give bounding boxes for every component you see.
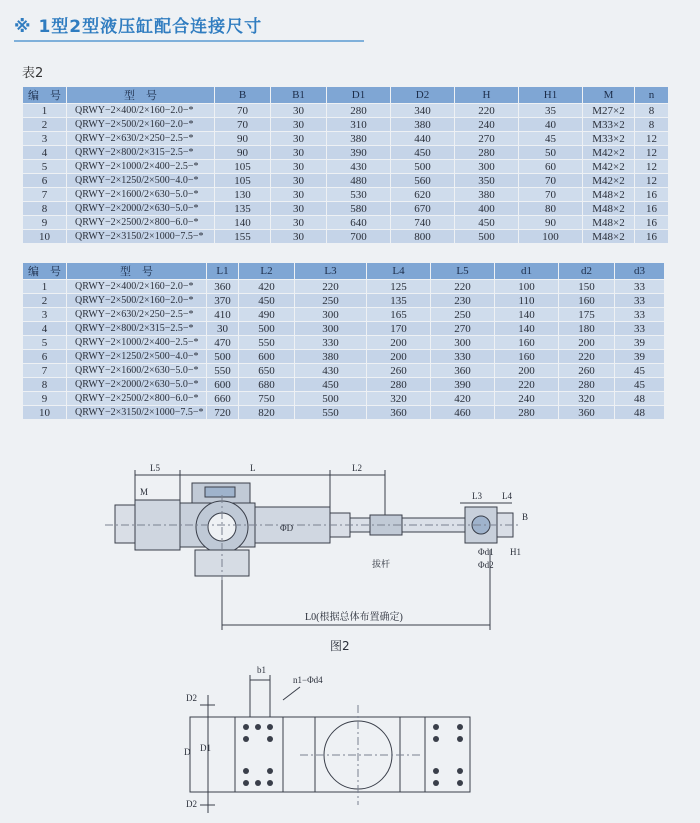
table-cell: 45 bbox=[615, 364, 665, 378]
column-header: L2 bbox=[239, 263, 295, 280]
table-cell: 16 bbox=[635, 188, 669, 202]
label-d2: Φd2 bbox=[478, 560, 494, 570]
table-cell: 12 bbox=[635, 146, 669, 160]
table-row bbox=[23, 378, 665, 392]
table-cell: 2 bbox=[23, 118, 67, 132]
table-cell: M42×2 bbox=[583, 160, 635, 174]
table-cell: 320 bbox=[559, 392, 615, 406]
table-row bbox=[23, 364, 665, 378]
figure-caption: 图2 bbox=[330, 639, 350, 653]
spec-table-2 bbox=[22, 262, 665, 420]
table-cell: 550 bbox=[295, 406, 367, 420]
table-row bbox=[23, 336, 665, 350]
model-cell: QRWY−2×1600/2×630−5.0−* bbox=[67, 188, 215, 202]
model-cell: QRWY−2×400/2×160−2.0−* bbox=[67, 104, 215, 118]
table-cell: 390 bbox=[431, 378, 495, 392]
table-cell: 370 bbox=[207, 294, 239, 308]
table-cell: 12 bbox=[635, 132, 669, 146]
table-cell: 240 bbox=[495, 392, 559, 406]
column-header: 型 号 bbox=[67, 263, 207, 280]
table-cell: 130 bbox=[215, 188, 271, 202]
table-cell: 35 bbox=[519, 104, 583, 118]
table-cell: 33 bbox=[615, 294, 665, 308]
table-cell: 410 bbox=[207, 308, 239, 322]
table-cell: 100 bbox=[519, 230, 583, 244]
table-cell: 620 bbox=[391, 188, 455, 202]
table-cell: 30 bbox=[271, 104, 327, 118]
table-cell: 670 bbox=[391, 202, 455, 216]
table-cell: 110 bbox=[495, 294, 559, 308]
table-cell: 155 bbox=[215, 230, 271, 244]
table-cell: 490 bbox=[239, 308, 295, 322]
table-cell: 600 bbox=[207, 378, 239, 392]
table-cell: 220 bbox=[431, 280, 495, 294]
table-cell: M42×2 bbox=[583, 174, 635, 188]
table-cell: 100 bbox=[495, 280, 559, 294]
model-cell: QRWY−2×500/2×160−2.0−* bbox=[67, 118, 215, 132]
table-row bbox=[23, 104, 669, 118]
table-cell: 135 bbox=[367, 294, 431, 308]
column-header: B1 bbox=[271, 87, 327, 104]
table-cell: 7 bbox=[23, 364, 67, 378]
cylinder-drawing bbox=[0, 455, 700, 823]
model-cell: QRWY−2×400/2×160−2.0−* bbox=[67, 280, 207, 294]
table-cell: 150 bbox=[559, 280, 615, 294]
table-cell: M48×2 bbox=[583, 230, 635, 244]
table-cell: 165 bbox=[367, 308, 431, 322]
table-cell: 500 bbox=[239, 322, 295, 336]
model-cell: QRWY−2×800/2×315−2.5−* bbox=[67, 146, 215, 160]
table-label: 表2 bbox=[22, 66, 44, 81]
table-cell: 90 bbox=[215, 132, 271, 146]
column-header: d3 bbox=[615, 263, 665, 280]
label-d2-bottom: D2 bbox=[186, 799, 197, 809]
table-cell: 220 bbox=[455, 104, 519, 118]
table-cell: 310 bbox=[327, 118, 391, 132]
table-cell: 80 bbox=[519, 202, 583, 216]
model-cell: QRWY−2×630/2×250−2.5−* bbox=[67, 132, 215, 146]
label-l0: L0(根据总体布置确定) bbox=[305, 612, 403, 623]
table-cell: 450 bbox=[455, 216, 519, 230]
model-cell: QRWY−2×1250/2×500−4.0−* bbox=[67, 350, 207, 364]
table-cell: 10 bbox=[23, 230, 67, 244]
table-cell: 430 bbox=[295, 364, 367, 378]
table-cell: 350 bbox=[455, 174, 519, 188]
table-cell: 2 bbox=[23, 294, 67, 308]
table-cell: 30 bbox=[271, 216, 327, 230]
table-cell: 175 bbox=[559, 308, 615, 322]
table-cell: 12 bbox=[635, 174, 669, 188]
table-cell: 160 bbox=[495, 336, 559, 350]
table-cell: 30 bbox=[271, 146, 327, 160]
table-cell: 230 bbox=[431, 294, 495, 308]
model-cell: QRWY−2×3150/2×1000−7.5−* bbox=[67, 230, 215, 244]
table-cell: 330 bbox=[431, 350, 495, 364]
table-cell: 260 bbox=[559, 364, 615, 378]
table-cell: 240 bbox=[455, 118, 519, 132]
model-cell: QRWY−2×2000/2×630−5.0−* bbox=[67, 378, 207, 392]
label-n1d4: n1−Φd4 bbox=[293, 675, 323, 685]
table-cell: 16 bbox=[635, 216, 669, 230]
page-title: ※ 1型2型液压缸配合连接尺寸 bbox=[14, 17, 263, 37]
table-cell: 39 bbox=[615, 336, 665, 350]
table-cell: 720 bbox=[207, 406, 239, 420]
table-cell: 3 bbox=[23, 308, 67, 322]
table-cell: 480 bbox=[327, 174, 391, 188]
table-cell: 360 bbox=[367, 406, 431, 420]
model-cell: QRWY−2×1250/2×500−4.0−* bbox=[67, 174, 215, 188]
column-header: L4 bbox=[367, 263, 431, 280]
label-l2: L2 bbox=[352, 463, 362, 473]
table-cell: 280 bbox=[367, 378, 431, 392]
table-cell: 360 bbox=[207, 280, 239, 294]
table-cell: 200 bbox=[495, 364, 559, 378]
table-cell: 6 bbox=[23, 350, 67, 364]
table-cell: 500 bbox=[391, 160, 455, 174]
table-cell: 170 bbox=[367, 322, 431, 336]
table-cell: 10 bbox=[23, 406, 67, 420]
table-cell: 8 bbox=[635, 118, 669, 132]
table-cell: 70 bbox=[215, 104, 271, 118]
table-cell: 500 bbox=[455, 230, 519, 244]
table-cell: 330 bbox=[295, 336, 367, 350]
table-cell: 105 bbox=[215, 174, 271, 188]
table-cell: 450 bbox=[239, 294, 295, 308]
table-cell: 12 bbox=[635, 160, 669, 174]
table-cell: 140 bbox=[215, 216, 271, 230]
table-cell: 16 bbox=[635, 202, 669, 216]
table-cell: 320 bbox=[367, 392, 431, 406]
table-cell: 650 bbox=[239, 364, 295, 378]
label-d-small: ΦD bbox=[280, 523, 294, 533]
table-row bbox=[23, 202, 669, 216]
column-header: 型 号 bbox=[67, 87, 215, 104]
table-cell: 3 bbox=[23, 132, 67, 146]
table-cell: 6 bbox=[23, 174, 67, 188]
label-l4: L4 bbox=[502, 491, 512, 501]
table-cell: 250 bbox=[295, 294, 367, 308]
table-cell: M27×2 bbox=[583, 104, 635, 118]
column-header: L1 bbox=[207, 263, 239, 280]
table-cell: 220 bbox=[559, 350, 615, 364]
table-cell: 125 bbox=[367, 280, 431, 294]
table-cell: 270 bbox=[455, 132, 519, 146]
table-cell: 200 bbox=[367, 336, 431, 350]
table-cell: 300 bbox=[431, 336, 495, 350]
model-cell: QRWY−2×1000/2×400−2.5−* bbox=[67, 160, 215, 174]
table-cell: 8 bbox=[635, 104, 669, 118]
table-row bbox=[23, 350, 665, 364]
table-cell: 280 bbox=[455, 146, 519, 160]
label-h1: H1 bbox=[510, 547, 521, 557]
table-cell: 700 bbox=[327, 230, 391, 244]
table-cell: 7 bbox=[23, 188, 67, 202]
table-cell: 420 bbox=[431, 392, 495, 406]
table-cell: 16 bbox=[635, 230, 669, 244]
table-cell: 560 bbox=[391, 174, 455, 188]
table-cell: 30 bbox=[271, 188, 327, 202]
table-cell: 380 bbox=[327, 132, 391, 146]
table-cell: 105 bbox=[215, 160, 271, 174]
label-b: B bbox=[522, 512, 529, 522]
table-cell: 400 bbox=[455, 202, 519, 216]
table-row bbox=[23, 230, 669, 244]
spec-table-1 bbox=[22, 86, 669, 244]
model-cell: QRWY−2×2500/2×800−6.0−* bbox=[67, 216, 215, 230]
column-header: d2 bbox=[559, 263, 615, 280]
table-cell: M48×2 bbox=[583, 188, 635, 202]
table-cell: 135 bbox=[215, 202, 271, 216]
table-cell: 550 bbox=[207, 364, 239, 378]
label-d2-top: D2 bbox=[186, 693, 197, 703]
table-cell: 39 bbox=[615, 350, 665, 364]
column-header: d1 bbox=[495, 263, 559, 280]
table-cell: M42×2 bbox=[583, 146, 635, 160]
table-row bbox=[23, 146, 669, 160]
table-cell: 280 bbox=[495, 406, 559, 420]
column-header: B bbox=[215, 87, 271, 104]
model-cell: QRWY−2×800/2×315−2.5−* bbox=[67, 322, 207, 336]
table-cell: 250 bbox=[431, 308, 495, 322]
model-cell: QRWY−2×2500/2×800−6.0−* bbox=[67, 392, 207, 406]
table-cell: 450 bbox=[391, 146, 455, 160]
title-divider bbox=[14, 40, 364, 42]
table-cell: 45 bbox=[615, 378, 665, 392]
table-cell: 40 bbox=[519, 118, 583, 132]
table-cell: 33 bbox=[615, 280, 665, 294]
model-cell: QRWY−2×1000/2×400−2.5−* bbox=[67, 336, 207, 350]
table-cell: M33×2 bbox=[583, 118, 635, 132]
table-cell: 1 bbox=[23, 280, 67, 294]
table-cell: 430 bbox=[327, 160, 391, 174]
table-cell: 680 bbox=[239, 378, 295, 392]
column-header: H bbox=[455, 87, 519, 104]
table-row bbox=[23, 392, 665, 406]
column-header: M bbox=[583, 87, 635, 104]
table-cell: 220 bbox=[295, 280, 367, 294]
table-cell: 9 bbox=[23, 216, 67, 230]
label-m: M bbox=[140, 487, 149, 497]
table-cell: 450 bbox=[295, 378, 367, 392]
table-cell: 4 bbox=[23, 322, 67, 336]
table-cell: 260 bbox=[367, 364, 431, 378]
label-l: L bbox=[250, 463, 256, 473]
table-row bbox=[23, 118, 669, 132]
table-row bbox=[23, 132, 669, 146]
table-cell: 340 bbox=[391, 104, 455, 118]
table-cell: 70 bbox=[519, 188, 583, 202]
table-cell: 390 bbox=[327, 146, 391, 160]
label-d1: D1 bbox=[200, 743, 211, 753]
table-cell: 5 bbox=[23, 336, 67, 350]
table-cell: 33 bbox=[615, 322, 665, 336]
table-cell: 600 bbox=[239, 350, 295, 364]
table-cell: 380 bbox=[391, 118, 455, 132]
table-cell: 280 bbox=[327, 104, 391, 118]
table-cell: M48×2 bbox=[583, 202, 635, 216]
table-cell: 220 bbox=[495, 378, 559, 392]
model-cell: QRWY−2×2000/2×630−5.0−* bbox=[67, 202, 215, 216]
table-cell: 90 bbox=[215, 146, 271, 160]
table-cell: 30 bbox=[271, 174, 327, 188]
table-cell: 8 bbox=[23, 202, 67, 216]
table-cell: 280 bbox=[559, 378, 615, 392]
table-cell: 500 bbox=[295, 392, 367, 406]
table-cell: M33×2 bbox=[583, 132, 635, 146]
table-cell: 750 bbox=[239, 392, 295, 406]
table-cell: 30 bbox=[207, 322, 239, 336]
column-header: D1 bbox=[327, 87, 391, 104]
label-b1: b1 bbox=[257, 665, 266, 675]
table-cell: 160 bbox=[495, 350, 559, 364]
table-cell: 5 bbox=[23, 160, 67, 174]
column-header: L5 bbox=[431, 263, 495, 280]
table-cell: 45 bbox=[519, 132, 583, 146]
table-cell: 660 bbox=[207, 392, 239, 406]
table-cell: 300 bbox=[295, 322, 367, 336]
table-cell: 90 bbox=[519, 216, 583, 230]
table-cell: 30 bbox=[271, 132, 327, 146]
label-rod: 拔杆 bbox=[372, 559, 391, 569]
table-cell: 550 bbox=[239, 336, 295, 350]
table-cell: 360 bbox=[431, 364, 495, 378]
table-row bbox=[23, 280, 665, 294]
table-cell: 820 bbox=[239, 406, 295, 420]
table-cell: 48 bbox=[615, 392, 665, 406]
label-d: D bbox=[184, 747, 191, 757]
table-cell: 500 bbox=[207, 350, 239, 364]
label-l3: L3 bbox=[472, 491, 482, 501]
label-d1: Φd1 bbox=[478, 547, 494, 557]
table-header-row bbox=[23, 87, 669, 104]
model-cell: QRWY−2×500/2×160−2.0−* bbox=[67, 294, 207, 308]
table-cell: 9 bbox=[23, 392, 67, 406]
table-row bbox=[23, 406, 665, 420]
table-row bbox=[23, 308, 665, 322]
column-header: L3 bbox=[295, 263, 367, 280]
table-row bbox=[23, 174, 669, 188]
column-header: n bbox=[635, 87, 669, 104]
table-cell: 4 bbox=[23, 146, 67, 160]
table-cell: 60 bbox=[519, 160, 583, 174]
table-cell: 160 bbox=[559, 294, 615, 308]
model-cell: QRWY−2×3150/2×1000−7.5−* bbox=[67, 406, 207, 420]
table-cell: 300 bbox=[295, 308, 367, 322]
table-cell: 200 bbox=[559, 336, 615, 350]
table-row bbox=[23, 160, 669, 174]
table-cell: 640 bbox=[327, 216, 391, 230]
table-cell: 300 bbox=[455, 160, 519, 174]
table-row bbox=[23, 294, 665, 308]
table-cell: 30 bbox=[271, 118, 327, 132]
table-cell: 380 bbox=[455, 188, 519, 202]
table-cell: 380 bbox=[295, 350, 367, 364]
column-header: 编 号 bbox=[23, 263, 67, 280]
table-header-row bbox=[23, 263, 665, 280]
model-cell: QRWY−2×1600/2×630−5.0−* bbox=[67, 364, 207, 378]
column-header: D2 bbox=[391, 87, 455, 104]
table-cell: 8 bbox=[23, 378, 67, 392]
label-l5: L5 bbox=[150, 463, 160, 473]
table-row bbox=[23, 322, 665, 336]
table-cell: 360 bbox=[559, 406, 615, 420]
table-cell: 740 bbox=[391, 216, 455, 230]
column-header: H1 bbox=[519, 87, 583, 104]
table-cell: 460 bbox=[431, 406, 495, 420]
table-row bbox=[23, 216, 669, 230]
table-cell: 70 bbox=[519, 174, 583, 188]
table-cell: 420 bbox=[239, 280, 295, 294]
table-cell: 530 bbox=[327, 188, 391, 202]
table-cell: 140 bbox=[495, 308, 559, 322]
table-cell: 270 bbox=[431, 322, 495, 336]
table-cell: 140 bbox=[495, 322, 559, 336]
model-cell: QRWY−2×630/2×250−2.5−* bbox=[67, 308, 207, 322]
table-cell: 50 bbox=[519, 146, 583, 160]
table-cell: 30 bbox=[271, 230, 327, 244]
table-cell: 580 bbox=[327, 202, 391, 216]
table-cell: 470 bbox=[207, 336, 239, 350]
table-cell: 33 bbox=[615, 308, 665, 322]
table-cell: 30 bbox=[271, 202, 327, 216]
table-cell: 440 bbox=[391, 132, 455, 146]
table-cell: 200 bbox=[367, 350, 431, 364]
column-header: 编 号 bbox=[23, 87, 67, 104]
table-cell: 48 bbox=[615, 406, 665, 420]
table-row bbox=[23, 188, 669, 202]
table-cell: 30 bbox=[271, 160, 327, 174]
table-cell: 1 bbox=[23, 104, 67, 118]
table-cell: 70 bbox=[215, 118, 271, 132]
table-cell: 800 bbox=[391, 230, 455, 244]
table-cell: M48×2 bbox=[583, 216, 635, 230]
table-cell: 180 bbox=[559, 322, 615, 336]
